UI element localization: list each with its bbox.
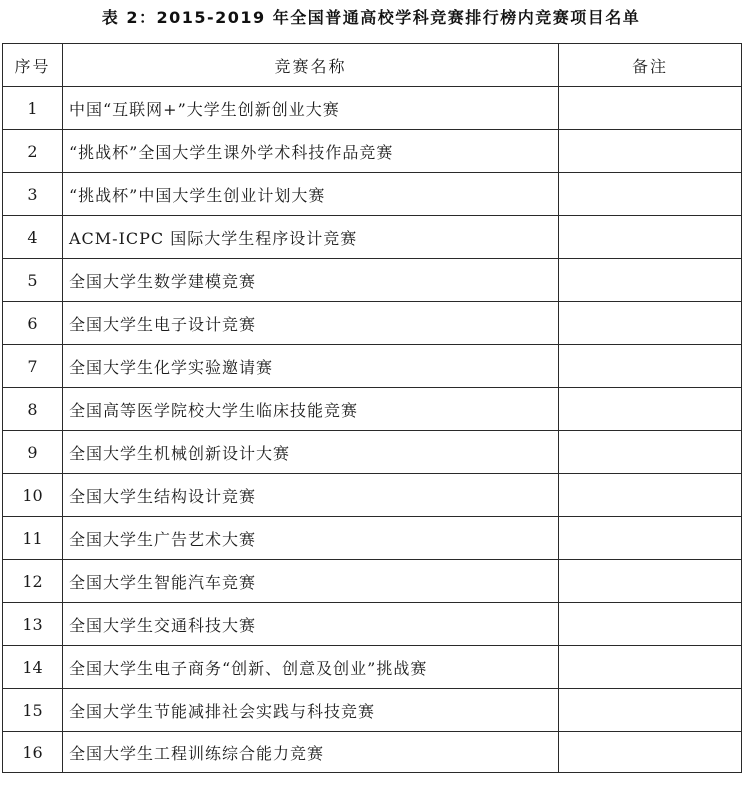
- note-cell: [559, 732, 742, 773]
- competition-name: “挑战杯”中国大学生创业计划大赛: [63, 173, 559, 216]
- note-cell: [559, 689, 742, 732]
- table-row: [3, 560, 742, 603]
- table-row: [3, 732, 742, 773]
- competition-name: 全国大学生交通科技大赛: [63, 603, 559, 646]
- competition-name: 全国大学生数学建模竞赛: [63, 259, 559, 302]
- competition-name: 全国大学生节能减排社会实践与科技竞赛: [63, 689, 559, 732]
- competition-table: [2, 43, 742, 773]
- note-cell: [559, 646, 742, 689]
- table-row: [3, 259, 742, 302]
- table-row: [3, 646, 742, 689]
- table-row: [3, 216, 742, 259]
- table-row: [3, 388, 742, 431]
- note-cell: [559, 259, 742, 302]
- header-name: 竞赛名称: [63, 44, 559, 87]
- note-cell: [559, 603, 742, 646]
- note-cell: [559, 431, 742, 474]
- table-row: [3, 603, 742, 646]
- competition-name: 全国大学生化学实验邀请赛: [63, 345, 559, 388]
- table-row: [3, 689, 742, 732]
- note-cell: [559, 130, 742, 173]
- header-note: 备注: [559, 44, 742, 87]
- table-row: [3, 302, 742, 345]
- competition-name: 全国大学生电子设计竞赛: [63, 302, 559, 345]
- table-row: [3, 517, 742, 560]
- row-number: 7: [3, 345, 63, 388]
- table-row: [3, 130, 742, 173]
- table-row: [3, 474, 742, 517]
- competition-name: 全国大学生工程训练综合能力竞赛: [63, 732, 559, 773]
- table-title: 表 2：2015-2019 年全国普通高校学科竞赛排行榜内竞赛项目名单: [101, 8, 641, 27]
- row-number: 11: [3, 517, 63, 560]
- competition-name: 全国高等医学院校大学生临床技能竞赛: [63, 388, 559, 431]
- header-no: 序号: [3, 44, 63, 87]
- row-number: 9: [3, 431, 63, 474]
- table-row: [3, 173, 742, 216]
- competition-name: 全国大学生广告艺术大赛: [63, 517, 559, 560]
- row-number: 12: [3, 560, 63, 603]
- row-number: 15: [3, 689, 63, 732]
- note-cell: [559, 560, 742, 603]
- note-cell: [559, 388, 742, 431]
- note-cell: [559, 173, 742, 216]
- table-header-row: [3, 44, 742, 87]
- row-number: 14: [3, 646, 63, 689]
- competition-name: 全国大学生结构设计竞赛: [63, 474, 559, 517]
- note-cell: [559, 474, 742, 517]
- competition-name: 全国大学生智能汽车竞赛: [63, 560, 559, 603]
- competition-name: 全国大学生电子商务“创新、创意及创业”挑战赛: [63, 646, 559, 689]
- row-number: 3: [3, 173, 63, 216]
- competition-name: ACM-ICPC 国际大学生程序设计竞赛: [63, 216, 559, 259]
- row-number: 1: [3, 87, 63, 130]
- row-number: 2: [3, 130, 63, 173]
- note-cell: [559, 87, 742, 130]
- table-row: [3, 431, 742, 474]
- note-cell: [559, 345, 742, 388]
- table-row: [3, 87, 742, 130]
- note-cell: [559, 517, 742, 560]
- competition-name: 中国“互联网+”大学生创新创业大赛: [63, 87, 559, 130]
- competition-name: 全国大学生机械创新设计大赛: [63, 431, 559, 474]
- row-number: 6: [3, 302, 63, 345]
- row-number: 8: [3, 388, 63, 431]
- table-row: [3, 345, 742, 388]
- note-cell: [559, 216, 742, 259]
- row-number: 4: [3, 216, 63, 259]
- row-number: 13: [3, 603, 63, 646]
- row-number: 5: [3, 259, 63, 302]
- row-number: 10: [3, 474, 63, 517]
- row-number: 16: [3, 732, 63, 773]
- competition-name: “挑战杯”全国大学生课外学术科技作品竞赛: [63, 130, 559, 173]
- note-cell: [559, 302, 742, 345]
